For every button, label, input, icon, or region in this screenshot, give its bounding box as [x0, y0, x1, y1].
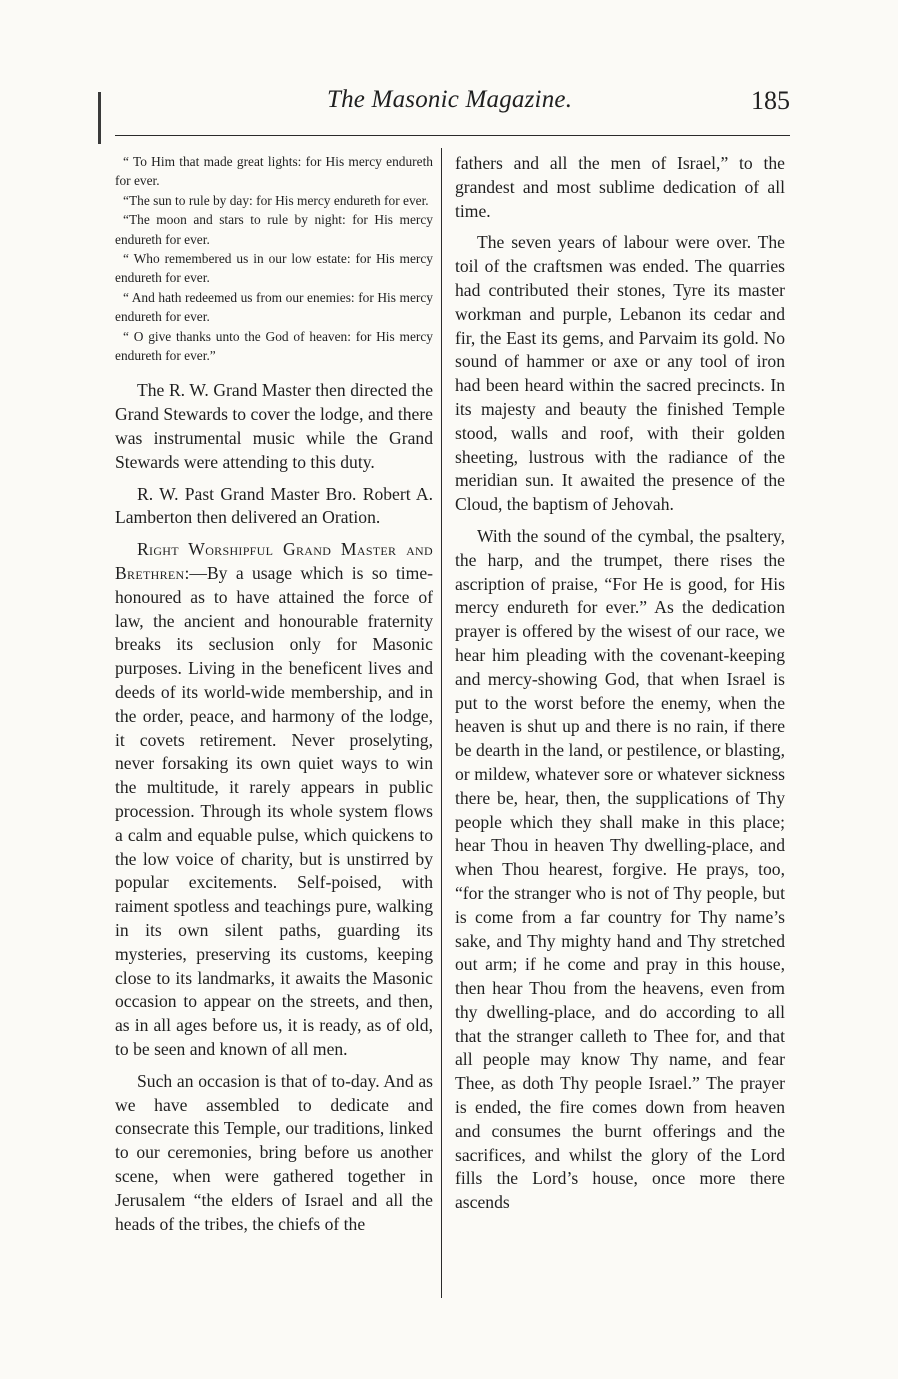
paragraph-continuation: fathers and all the men of Israel,” to the grandest and most sublime dedication of all time. [455, 153, 785, 221]
paragraph-labour: The seven years of labour were over. The toil of the craftsmen was ended. The quarries had contributed their stones, Tyre its master workman and purple, Lebanon its cedar and fir, the East its gems, and Parvaim its gold. No sound of hammer or axe or any tool of iron had been heard within the sacred precincts. In its majesty and beauty the finished Temple stood, walls and roof, with their golden sheeting, lustrous with the radiance of the meridian sun. It awaited the presence of the Cloud, the baptism of Jehovah. [455, 232, 785, 515]
salutation: Right Worshipful Grand Master and Brethren [115, 539, 433, 584]
page-number: 185 [751, 86, 790, 115]
quote-line: “ And hath redeemed us from our enemies: for His mercy endureth for ever. [115, 289, 433, 325]
quote-line: “The moon and stars to rule by night: for His mercy endureth for ever. [115, 212, 433, 247]
quote-line: “The sun to rule by day: for His mercy endureth for ever. [123, 192, 429, 208]
psalm-quotation [115, 152, 433, 365]
margin-rule [98, 92, 101, 144]
running-title: The Masonic Magazine. [327, 86, 573, 113]
left-column [115, 152, 433, 1244]
quote-line: “ To Him that made great lights: for His mercy endureth for ever. [115, 154, 433, 189]
paragraph-occasion: Such an occasion is that of to-day. And as we have assembled to dedicate and consecrate this Temple, our traditions, linked to our ceremonies, bring before us another scene, when were gathered together in Jerusalem “the elders of Israel and all the heads of the tribes, the chiefs of the [115, 1070, 433, 1234]
column-divider [441, 148, 442, 1298]
paragraph-grand-master: The R. W. Grand Master then directed the Grand Stewards to cover the lodge, and there was instrumental music while the Grand Stewards were attending to this duty. [115, 380, 433, 472]
paragraph-oration-intro: R. W. Past Grand Master Bro. Robert A. Lamberton then delivered an Oration. [115, 483, 433, 528]
right-column [455, 152, 785, 1223]
quote-line: “ O give thanks unto the God of heaven: for His mercy endureth for ever.” [115, 328, 433, 364]
quote-line: “ Who remembered us in our low estate: for His mercy endureth for ever. [115, 251, 433, 286]
paragraph-cymbal: With the sound of the cymbal, the psaltery, the harp, and the trumpet, there rises the ascription of praise, “For He is good, for His mercy endureth for ever.” As the dedication prayer is offered by the wisest of our race, we hear him pleading with the covenant-keeping and mercy-showing God, that when Israel is put to the worst before the enemy, when the heaven is shut up and there is no rain, if there be dearth in the land, or pestilence, or blasting, or mildew, whatever sore or whatever sickness there be, hear, then, the supplications of Thy people which they shall make in this place; hear Thou in heaven Thy dwelling-place, and when Thou hearest, forgive. He prays, too, “for the stranger who is not of Thy people, but is come from a far country for Thy name’s sake, and Thy mighty hand and Thy stretched out arm; if he come and pray in this house, then hear Thou from the heavens, even from thy dwelling-place, and do according to all that the stranger calleth to Thee for, and that all people may know Thy name, and fear Thee, as doth Thy people Israel.” The prayer is ended, the fire comes down from heaven and consumes the burnt offerings and the sacrifices, and whilst the glory of the Lord fills the Lord’s house, once more there ascends [455, 525, 785, 1213]
paragraph-oration [115, 538, 433, 1062]
oration-body: :—By a usage which is so time-honoured as to have attained the force of law, the ancient and honourable fraternity breaks its seclusion only for Masonic purposes. Living in the beneficent lives and deeds of its world-wide membership, and in the order, peace, and harmony of the lodge, it covets retirement. Never proselyting, never forsaking its own quiet ways to win the multitude, it rarely appears in public procession. Through its whole system flows a calm and equable pulse, which quickens to the low voice of charity, but is unstirred by popular excitements. Self-poised, with raiment spotless and teachings pure, walking in its own silent paths, guarding its mysteries, preserving its customs, keeping close to its landmarks, it awaits the Masonic occasion to appear on the streets, and then, as in all ages before us, it is ready, as of old, to be seen and known of all men. [115, 563, 433, 1059]
page-header [112, 86, 790, 126]
header-divider [115, 135, 790, 136]
